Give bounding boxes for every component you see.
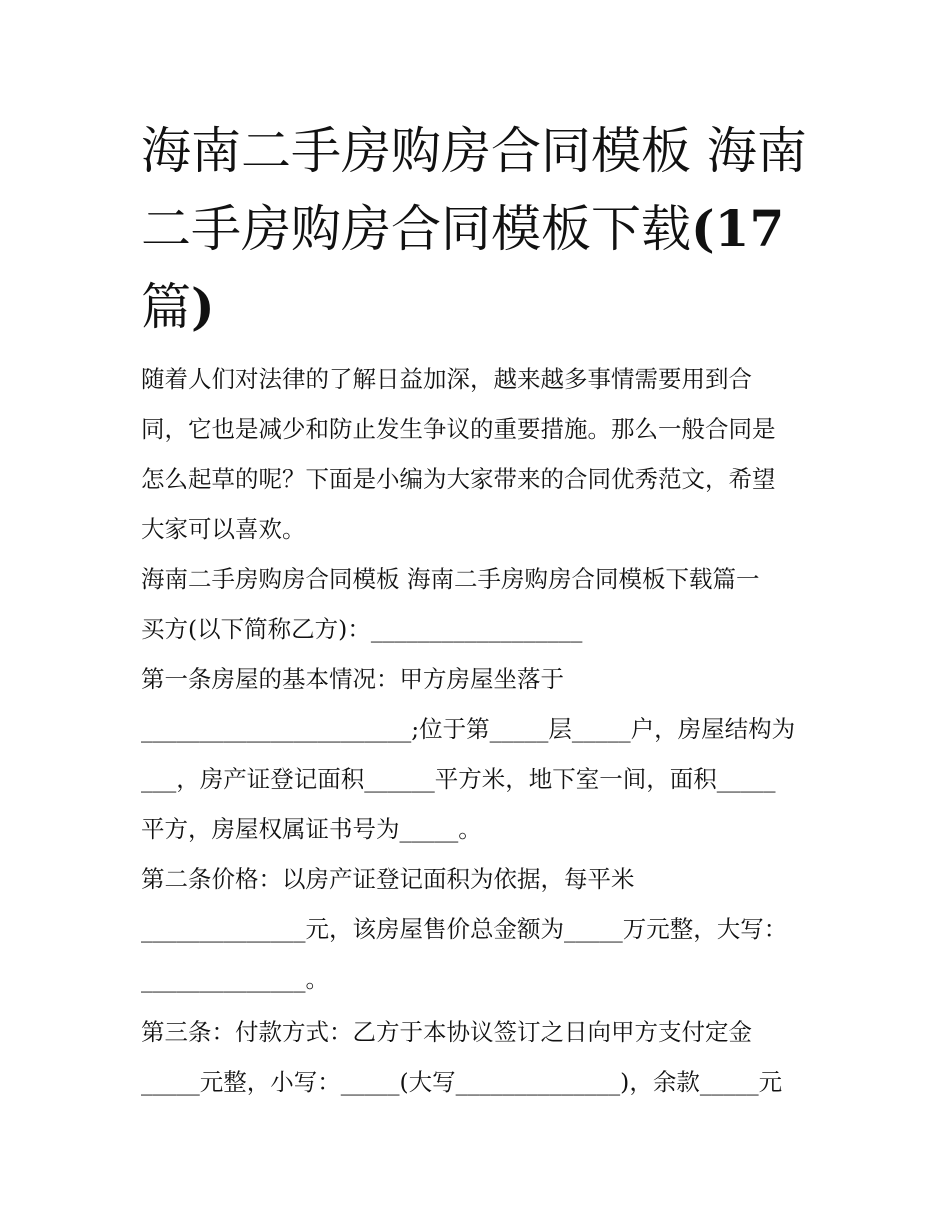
intro-paragraph: 随着人们对法律的了解日益加深，越来越多事情需要用到合 同，它也是减少和防止发生争议的重要措施。那么一般合同是 怎么起草的呢？下面是小编为大家带来的合同优秀范文，希望 大家可以喜欢。 [141, 365, 776, 543]
buyer-line: 买方(以下简称乙方)：__________________ [141, 615, 583, 643]
article-1-paragraph: 第一条房屋的基本情况：甲方房屋坐落于 _______________________;位于第_____层_____户，房屋结构为 ___，房产证登记面积______平方米，地下室一间，面积_____ 平方，房屋权属证书号为_____。 [141, 665, 796, 843]
title-count: (17 [691, 199, 785, 258]
section-heading: 海南二手房购房合同模板 海南二手房购房合同模板下载篇一 [141, 565, 760, 593]
article-3-paragraph: 第三条：付款方式：乙方于本协议签订之日向甲方支付定金 _____元整，小写：_____(大写______________)，余款_____元 [141, 1018, 783, 1096]
document-body [141, 354, 821, 1107]
document-title [141, 112, 821, 346]
title-line-1: 海南二手房购房合同模板 海南 [141, 122, 807, 180]
title-line-2: 二手房购房合同模板下载 [141, 200, 691, 258]
title-line-3: 篇 [141, 278, 191, 336]
article-2-paragraph: 第二条价格：以房产证登记面积为依据，每平米 ______________元，该房屋售价总金额为_____万元整，大写： ______________。 [141, 865, 788, 993]
title-close: ) [191, 277, 215, 336]
